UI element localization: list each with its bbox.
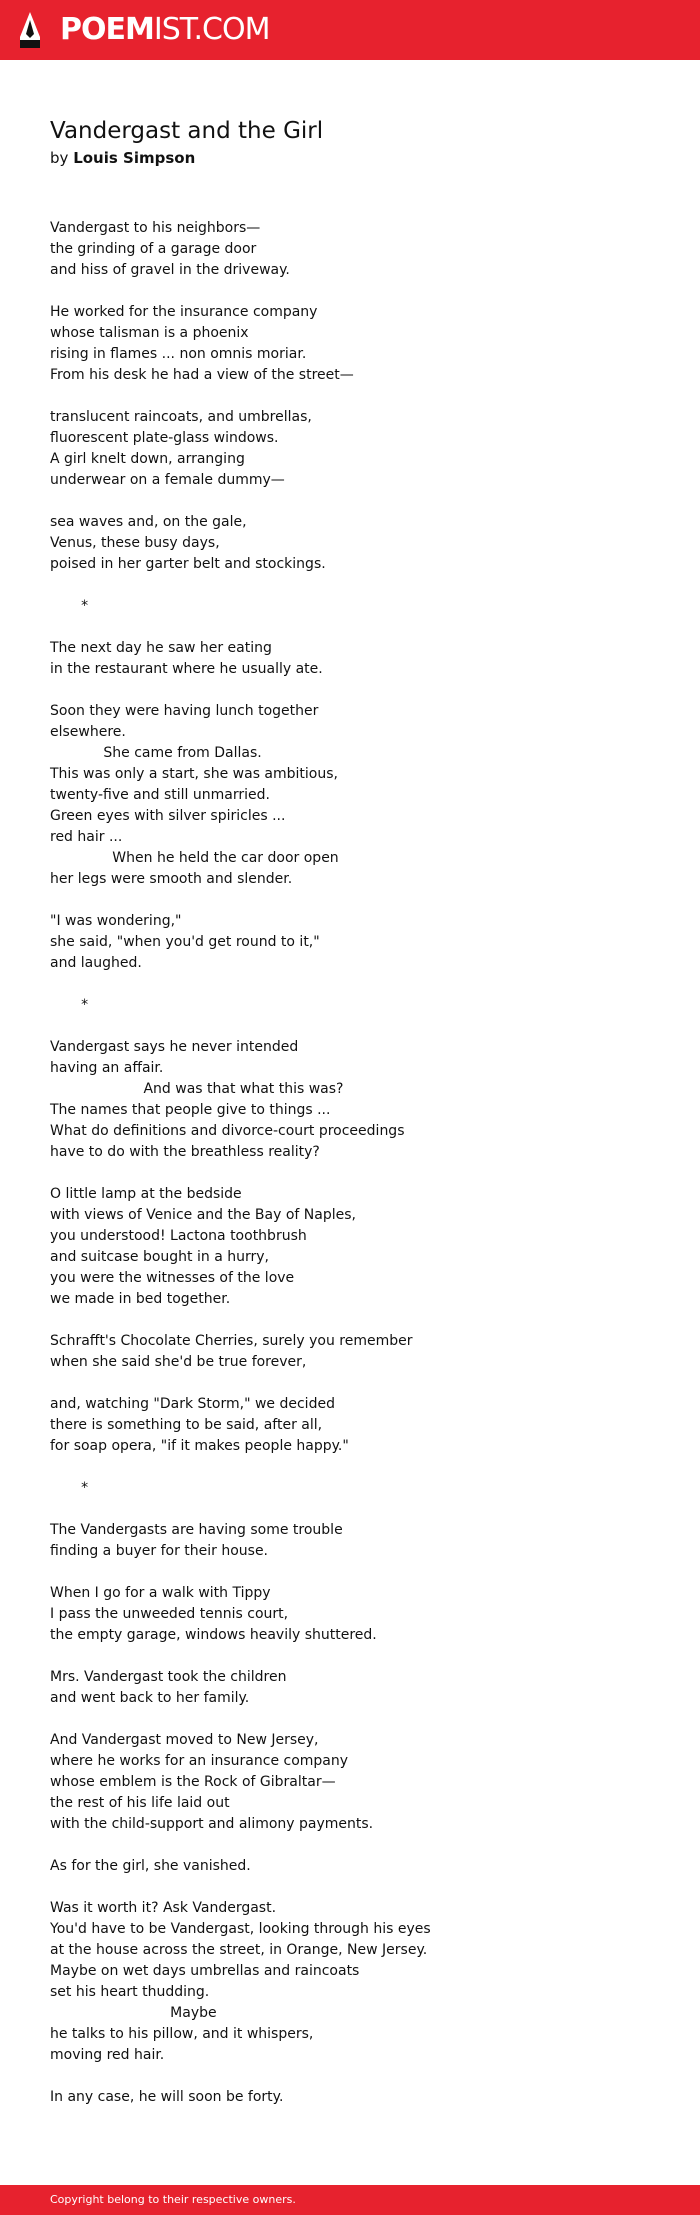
poem-line: He worked for the insurance company — [50, 304, 318, 320]
poem-line: whose emblem is the Rock of Gibraltar— — [50, 1774, 336, 1790]
poem-line: From his desk he had a view of the street— — [50, 367, 354, 383]
stanza — [50, 1520, 650, 1562]
stanza — [50, 512, 650, 575]
stanza — [50, 1898, 650, 2066]
stanza — [50, 911, 650, 974]
stanza — [50, 1856, 650, 1877]
stanza — [50, 1478, 650, 1499]
poem-line: and hiss of gravel in the driveway. — [50, 262, 290, 278]
poem-line: twenty-five and still unmarried. — [50, 787, 270, 803]
poem-line: * — [50, 997, 89, 1013]
poem-line: The next day he saw her eating — [50, 640, 272, 656]
poem-line: and went back to her family. — [50, 1690, 250, 1706]
site-header — [0, 0, 700, 60]
poem-line: have to do with the breathless reality? — [50, 1144, 320, 1160]
poem-line: She came from Dallas. — [50, 745, 262, 761]
poem-line: in the restaurant where he usually ate. — [50, 661, 323, 677]
poem-line: translucent raincoats, and umbrellas, — [50, 409, 312, 425]
poem-line: there is something to be said, after all, — [50, 1417, 323, 1433]
poem-line: for soap opera, "if it makes people happy." — [50, 1438, 349, 1454]
poem-line: A girl knelt down, arranging — [50, 451, 245, 467]
poem-line: You'd have to be Vandergast, looking through his eyes — [50, 1921, 431, 1937]
poem-line: her legs were smooth and slender. — [50, 871, 293, 887]
poem-line: When he held the car door open — [50, 850, 339, 866]
poem-line: The names that people give to things ... — [50, 1102, 331, 1118]
copyright-text: Copyright belong to their respective owners. — [50, 2193, 296, 2206]
poem-line: you were the witnesses of the love — [50, 1270, 295, 1286]
by-label: by — [50, 149, 69, 167]
stanza — [50, 1394, 650, 1457]
poem-line: Mrs. Vandergast took the children — [50, 1669, 287, 1685]
poem-line: when she said she'd be true forever, — [50, 1354, 307, 1370]
logo-bold-text: POEM — [60, 12, 154, 47]
poem-line: the empty garage, windows heavily shuttered. — [50, 1627, 377, 1643]
poem-title: Vandergast and the Girl — [50, 118, 324, 144]
poem-line: at the house across the street, in Orange, New Jersey. — [50, 1942, 428, 1958]
poem-line: Schrafft's Chocolate Cherries, surely you remember — [50, 1333, 413, 1349]
stanza — [50, 1037, 650, 1163]
poem-line: where he works for an insurance company — [50, 1753, 349, 1769]
poem-line: The Vandergasts are having some trouble — [50, 1522, 343, 1538]
stanza — [50, 302, 650, 386]
poem-line: "I was wondering," — [50, 913, 182, 929]
poem-line: rising in flames ... non omnis moriar. — [50, 346, 307, 362]
poem-line: we made in bed together. — [50, 1291, 231, 1307]
poem-line: the grinding of a garage door — [50, 241, 257, 257]
poem-line: fluorescent plate-glass windows. — [50, 430, 279, 446]
poem-line: Maybe on wet days umbrellas and raincoats — [50, 1963, 360, 1979]
stanza — [50, 407, 650, 491]
poem-line: the rest of his life laid out — [50, 1795, 230, 1811]
poem-line: with views of Venice and the Bay of Naples, — [50, 1207, 356, 1223]
pen-nib-icon[interactable] — [17, 10, 43, 52]
poem-line: poised in her garter belt and stockings. — [50, 556, 326, 572]
poem-line: and, watching "Dark Storm," we decided — [50, 1396, 335, 1412]
poem-line: moving red hair. — [50, 2047, 165, 2063]
poem-line: underwear on a female dummy— — [50, 472, 285, 488]
poem-line: finding a buyer for their house. — [50, 1543, 269, 1559]
poem-line: he talks to his pillow, and it whispers, — [50, 2026, 314, 2042]
poem-line: Vandergast to his neighbors— — [50, 220, 261, 236]
stanza — [50, 1667, 650, 1709]
poem-line: I pass the unweeded tennis court, — [50, 1606, 289, 1622]
poem-line: whose talisman is a phoenix — [50, 325, 249, 341]
poem-line: red hair ... — [50, 829, 123, 845]
poem-line: When I go for a walk with Tippy — [50, 1585, 271, 1601]
stanza — [50, 596, 650, 617]
stanza — [50, 1730, 650, 1835]
author-name[interactable]: Louis Simpson — [73, 149, 196, 167]
poem-line: In any case, he will soon be forty. — [50, 2089, 284, 2105]
site-footer — [0, 2185, 700, 2215]
stanza — [50, 638, 650, 680]
poem-line: And was that what this was? — [50, 1081, 344, 1097]
poem-line: Green eyes with silver spiricles ... — [50, 808, 286, 824]
poem-line: with the child-support and alimony payments. — [50, 1816, 374, 1832]
poem-line: Venus, these busy days, — [50, 535, 220, 551]
byline — [50, 146, 195, 170]
poem-line: This was only a start, she was ambitious, — [50, 766, 338, 782]
poem-line: and laughed. — [50, 955, 142, 971]
poem-line: elsewhere. — [50, 724, 126, 740]
poem-line: Was it worth it? Ask Vandergast. — [50, 1900, 277, 1916]
stanza — [50, 1583, 650, 1646]
poem-line: you understood! Lactona toothbrush — [50, 1228, 307, 1244]
poem-line: * — [50, 598, 89, 614]
stanza — [50, 701, 650, 890]
poem-line: As for the girl, she vanished. — [50, 1858, 251, 1874]
stanza — [50, 995, 650, 1016]
logo-rest-text: IST.COM — [153, 12, 270, 47]
poem-line: having an affair. — [50, 1060, 164, 1076]
poem-line: set his heart thudding. — [50, 1984, 210, 2000]
poem-line: Maybe — [50, 2005, 217, 2021]
poem-line: O little lamp at the bedside — [50, 1186, 242, 1202]
stanza — [50, 218, 650, 281]
poem-line: And Vandergast moved to New Jersey, — [50, 1732, 319, 1748]
poem-line: What do definitions and divorce-court proceedings — [50, 1123, 405, 1139]
poem-line: sea waves and, on the gale, — [50, 514, 247, 530]
poem-line: she said, "when you'd get round to it," — [50, 934, 320, 950]
stanza — [50, 2087, 650, 2108]
poem-line: Vandergast says he never intended — [50, 1039, 299, 1055]
stanza — [50, 1184, 650, 1310]
stanza — [50, 1331, 650, 1373]
poem-line: and suitcase bought in a hurry, — [50, 1249, 269, 1265]
poem-line: Soon they were having lunch together — [50, 703, 319, 719]
poem-body — [50, 218, 650, 2129]
site-logo[interactable] — [60, 12, 269, 48]
poem-line: * — [50, 1480, 89, 1496]
